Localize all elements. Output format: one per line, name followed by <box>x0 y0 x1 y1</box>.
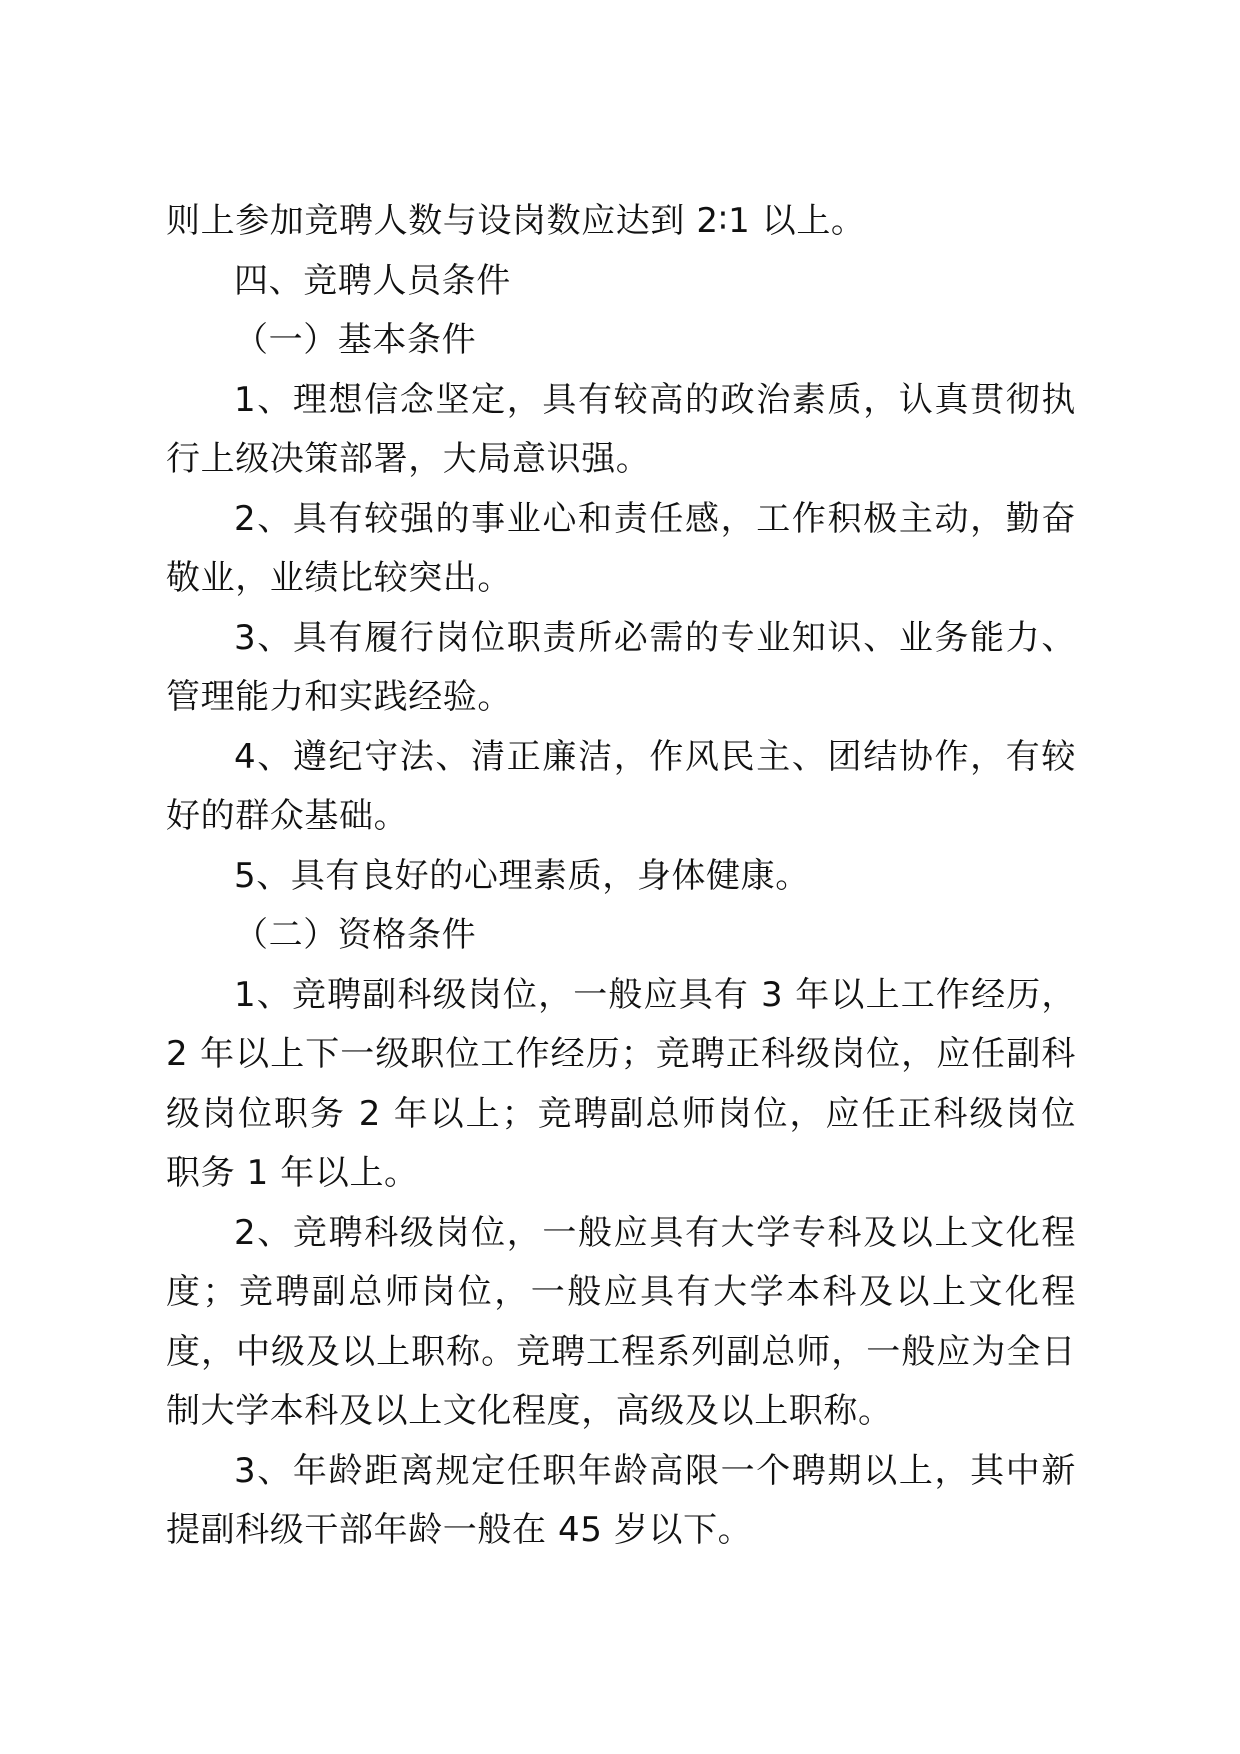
qualification-item-1: 1、竞聘副科级岗位，一般应具有 3 年以上工作经历，2 年以上下一级职位工作经历；竞聘正科级岗位，应任副科级岗位职务 2 年以上；竞聘副总师岗位，应任正科级岗位职务 1 年以上。 <box>166 974 1076 1193</box>
paragraph-continuation: 则上参加竞聘人数与设岗数应达到 2∶1 以上。 <box>166 201 866 241</box>
subsection-heading-qualification-conditions: （二）资格条件 <box>234 915 477 955</box>
qualification-item-2: 2、竞聘科级岗位，一般应具有大学专科及以上文化程度；竞聘副总师岗位，一般应具有大学本科及以上文化程度，中级及以上职称。竞聘工程系列副总师，一般应为全日制大学本科及以上文化程度，高级及以上职称。 <box>166 1212 1076 1431</box>
document-body <box>166 192 1076 1561</box>
basic-condition-item-5: 5、具有良好的心理素质，身体健康。 <box>234 855 810 896</box>
basic-condition-item-2: 2、具有较强的事业心和责任感，工作积极主动，勤奋敬业，业绩比较突出。 <box>166 498 1076 598</box>
basic-condition-item-3: 3、具有履行岗位职责所必需的专业知识、业务能力、管理能力和实践经验。 <box>166 617 1076 717</box>
section-heading-candidate-requirements: 四、竞聘人员条件 <box>234 260 511 301</box>
basic-condition-item-1: 1、理想信念坚定，具有较高的政治素质，认真贯彻执行上级决策部署，大局意识强。 <box>166 379 1076 479</box>
qualification-item-3: 3、年龄距离规定任职年龄高限一个聘期以上，其中新提副科级干部年龄一般在 45 岁以下。 <box>166 1450 1076 1550</box>
basic-condition-item-4: 4、遵纪守法、清正廉洁，作风民主、团结协作，有较好的群众基础。 <box>166 736 1076 836</box>
subsection-heading-basic-conditions: （一）基本条件 <box>234 320 477 360</box>
